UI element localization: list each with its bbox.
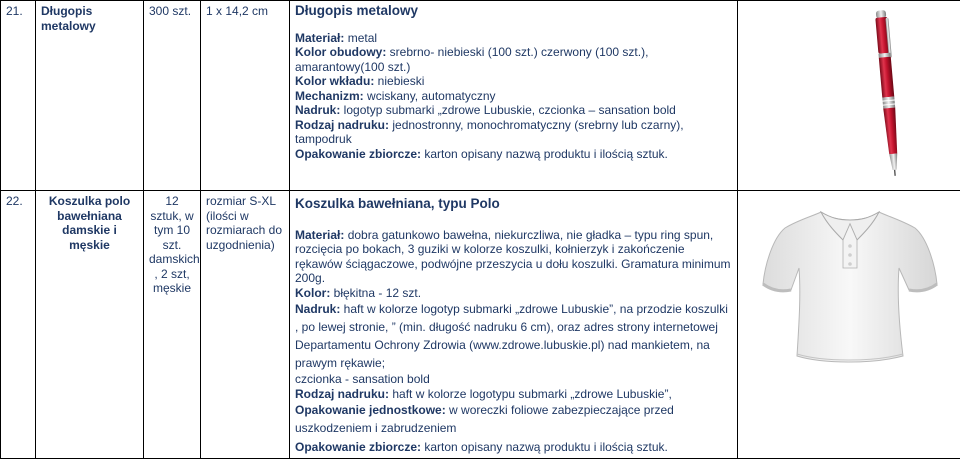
item-quantity: 12 sztuk, w tym 10 szt. damskich , 2 szt, męskie [144,191,201,459]
product-image-cell [738,191,960,459]
item-size: 1 x 14,2 cm [201,1,290,191]
white-polo-shirt-image [743,194,956,369]
spec-line: Kolor: błękitna - 12 szt. [295,286,732,301]
row-number: 22. [1,191,36,459]
spec-line: Opakowanie zbiorcze: karton opisany nazwą produktu i ilością sztuk. [295,147,732,162]
description-title: Koszulka bawełniana, typu Polo [295,197,732,212]
item-description [290,1,738,191]
spec-line: Kolor wkładu: niebieski [295,74,732,89]
product-image-cell [738,1,960,191]
spec-line: Opakowanie jednostkowe: w woreczki foliowe zabezpieczające przed uszkodzeniem i zabrudzeniem [295,401,732,437]
spec-line: Mechanizm: wciskany, automatyczny [295,89,732,104]
table-row [1,191,960,459]
item-name: Koszulka polo bawełniana damskie i męskie [36,191,144,459]
spec-line: Rodzaj nadruku: haft w kolorze logotypu submarki „zdrowe Lubuskie”, [295,387,732,402]
item-quantity: 300 szt. [144,1,201,191]
table-row [1,1,960,191]
item-description [290,191,738,459]
row-number: 21. [1,1,36,191]
spec-line: Nadruk: haft w kolorze logotyp submarki „zdrowe Lubuskie”, na przodzie koszulki , po lewej stronie, ” (min. długość nadruku 6 cm), oraz adres strony internetowej Departamentu Ochrony Zdrowia (www.zdrowe.lubuskie.pl) nad mankietem, na prawym rękawie; [295,300,732,372]
spec-line: Nadruk: logotyp submarki „zdrowe Lubuskie, czcionka – sansation bold [295,103,732,118]
item-name: Długopis metalowy [36,1,144,191]
spec-line: Materiał: dobra gatunkowo bawełna, niekurczliwa, nie gładka – typu ring spun, rozcięcia po bokach, 3 guziki w kolorze koszulki, kołnierzyk i zakończenie rękawów ściągaczowe, podwójne przeszycia u dołu koszulki. Gramatura minimum 200g. [295,228,732,286]
item-size: rozmiar S-XL (ilości w rozmiarach do uzgodnienia) [201,191,290,459]
description-title: Długopis metalowy [295,4,732,19]
spec-line: Rodzaj nadruku: jednostronny, monochromatyczny (srebrny lub czarny), tampodruk [295,118,732,147]
red-metal-pen-image [743,4,956,184]
spec-line: Opakowanie zbiorcze: karton opisany nazwą produktu i ilością sztuk. [295,440,732,455]
spec-line: Kolor obudowy: srebrno- niebieski (100 szt.) czerwony (100 szt.), amarantowy(100 szt.) [295,45,732,74]
spec-line: Materiał: metal [295,31,732,46]
spec-line: czcionka - sansation bold [295,372,732,387]
